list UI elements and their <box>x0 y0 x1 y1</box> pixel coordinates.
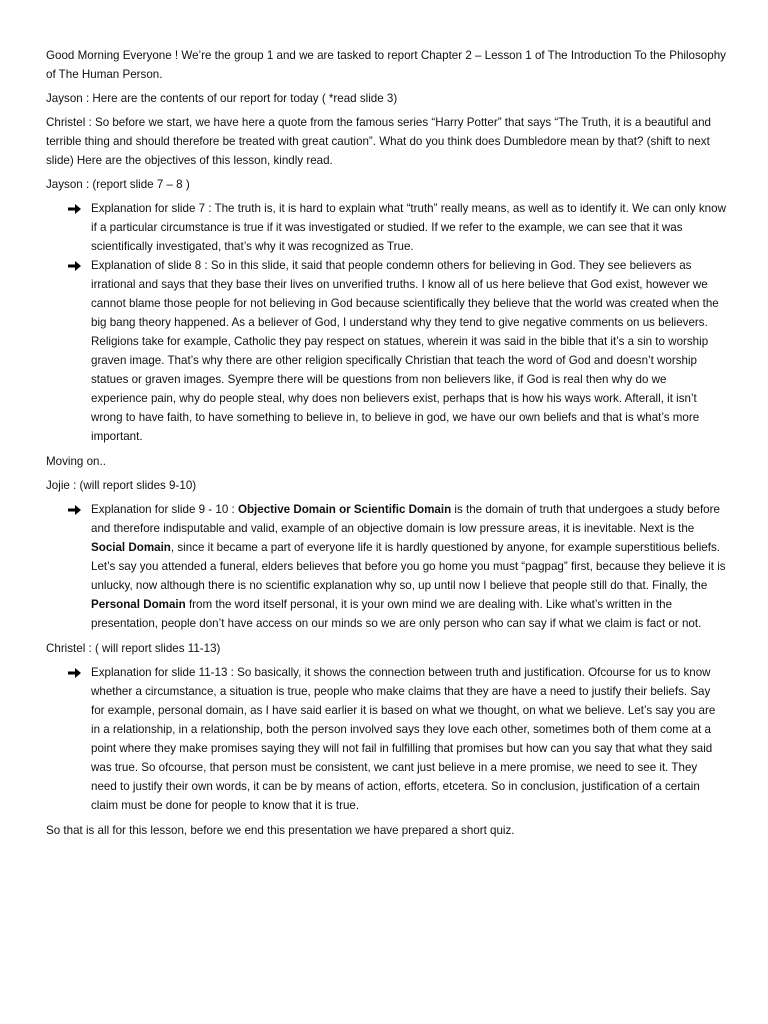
christel-paragraph-1: Christel : So before we start, we have here a quote from the famous series “Harry Potter” that says “The Truth, it is a beautiful and terrible thing and should therefore be treated with great caution”. What do you think does Dumbledore mean by that? (shift to next slide) Here are the objectives of this lesson, kindly read. <box>46 116 712 167</box>
arrow-bullet-icon <box>68 199 84 218</box>
christel-line-2: Christel : ( will report slides 11-13) <box>46 642 221 655</box>
slide-8-text: So in this slide, it said that people condemn others for believing in God. They see believers as irrational and says that they base their lives on unverified truths. I know all of us here believe that God exist, however we cannot blame those people for not believing in God because scientifically they believe that the world was created when the big bang theory happened. As a believer of God, I understand why they tend to give negative comments on us believers. Religions take for example, Catholic they pay respect on statues, wherein it was said in the bible that it’s a sin to worship graven image. That’s why there are other religion specifically Christian that teach the word of God and doesn’t worship statues or graven images. Syempre there will be questions from non believers like, if God is real then why do we experience pain, why do people steal, why does non believers exist, perhaps that is how his ways work. Afterall, it isn’t wrong to have faith, to have something to believe in, to believe in god, we have our own beliefs and that is what’s more important. <box>91 259 719 443</box>
slide-11-lead: Explanation for slide 11-13 : <box>91 666 238 679</box>
slide-9-text-3: from the word itself personal, it is your own mind we are dealing with. Like what’s written in the presentation, people don’t have access on our minds so we are only person who can say if what we claim is fact or not. <box>91 598 702 630</box>
arrow-bullet-icon <box>68 256 84 275</box>
slide-9-text-2: , since it became a part of everyone life it is hardly questioned by anyone, for example superstitious beliefs. Let’s say you attended a funeral, elders believes that before you go home you must “pagpag” first, because they believe it is unlucky, now although there is no scientific explanation why so, up until now I believe that people still do that. Finally, the <box>91 541 726 592</box>
slide-7-text: The truth is, it is hard to explain what “truth” really means, as well as to identify it. We can only know if a particular circumstance is true if it was investigated or studied. If we refer to the example, we can see that it was scientifically investigated, that’s why it was recognized as True. <box>91 202 726 253</box>
slide-7-lead: Explanation for slide 7 : <box>91 202 215 215</box>
slide-9-text-1: is the domain of truth that undergoes a study before and therefore indisputable and valid, example of an objective domain is low pressure areas, it is inevitable. Next is the <box>91 503 720 535</box>
closing-line: So that is all for this lesson, before we end this presentation we have prepared a short quiz. <box>46 824 515 837</box>
bullet-slide-8 <box>46 256 726 446</box>
intro-paragraph: Good Morning Everyone ! We’re the group 1 and we are tasked to report Chapter 2 – Lesson 1 of The Introduction To the Philosophy of The Human Person. <box>46 49 726 81</box>
document-page <box>46 46 726 845</box>
arrow-bullet-icon <box>68 663 84 682</box>
slide-11-text: So basically, it shows the connection between truth and justification. Ofcourse for us to know whether a circumstance, a situation is true, people who make claims that they are have a need to justify their beliefs. Say for example, personal domain, as I have said earlier it is based on what we thought, on what we believe. Let’s say you are in a relationship, in a relationship, both the person involved says they love each other, sometimes both of them come at a point where they make promises saying they will not fail in fulfilling that promises but how can you say that what they said was true. So ofcourse, that person must be consistent, we cant just believe in a mere promise, we need to see it. They need to justify their own words, it can be by means of action, efforts, etcetera. So in conclusion, justification of a certain claim must be done for people to know that it is true. <box>91 666 716 812</box>
moving-on-line: Moving on.. <box>46 455 106 468</box>
personal-domain-term: Personal Domain <box>91 598 186 611</box>
bullet-slide-9-10 <box>46 500 726 633</box>
slide-8-lead: Explanation of slide 8 : <box>91 259 211 272</box>
objective-domain-term: Objective Domain or Scientific Domain <box>237 503 452 516</box>
arrow-bullet-icon <box>68 500 84 519</box>
social-domain-term: Social Domain <box>91 541 171 554</box>
bullet-slide-11-13 <box>46 663 726 815</box>
jojie-line: Jojie : (will report slides 9-10) <box>46 479 197 492</box>
bullet-slide-7 <box>46 199 726 256</box>
jayson-line-2: Jayson : (report slide 7 – 8 ) <box>46 178 190 191</box>
jayson-line-1: Jayson : Here are the contents of our report for today ( *read slide 3) <box>46 92 398 105</box>
slide-9-lead: Explanation for slide 9 - 10 : <box>91 503 238 516</box>
